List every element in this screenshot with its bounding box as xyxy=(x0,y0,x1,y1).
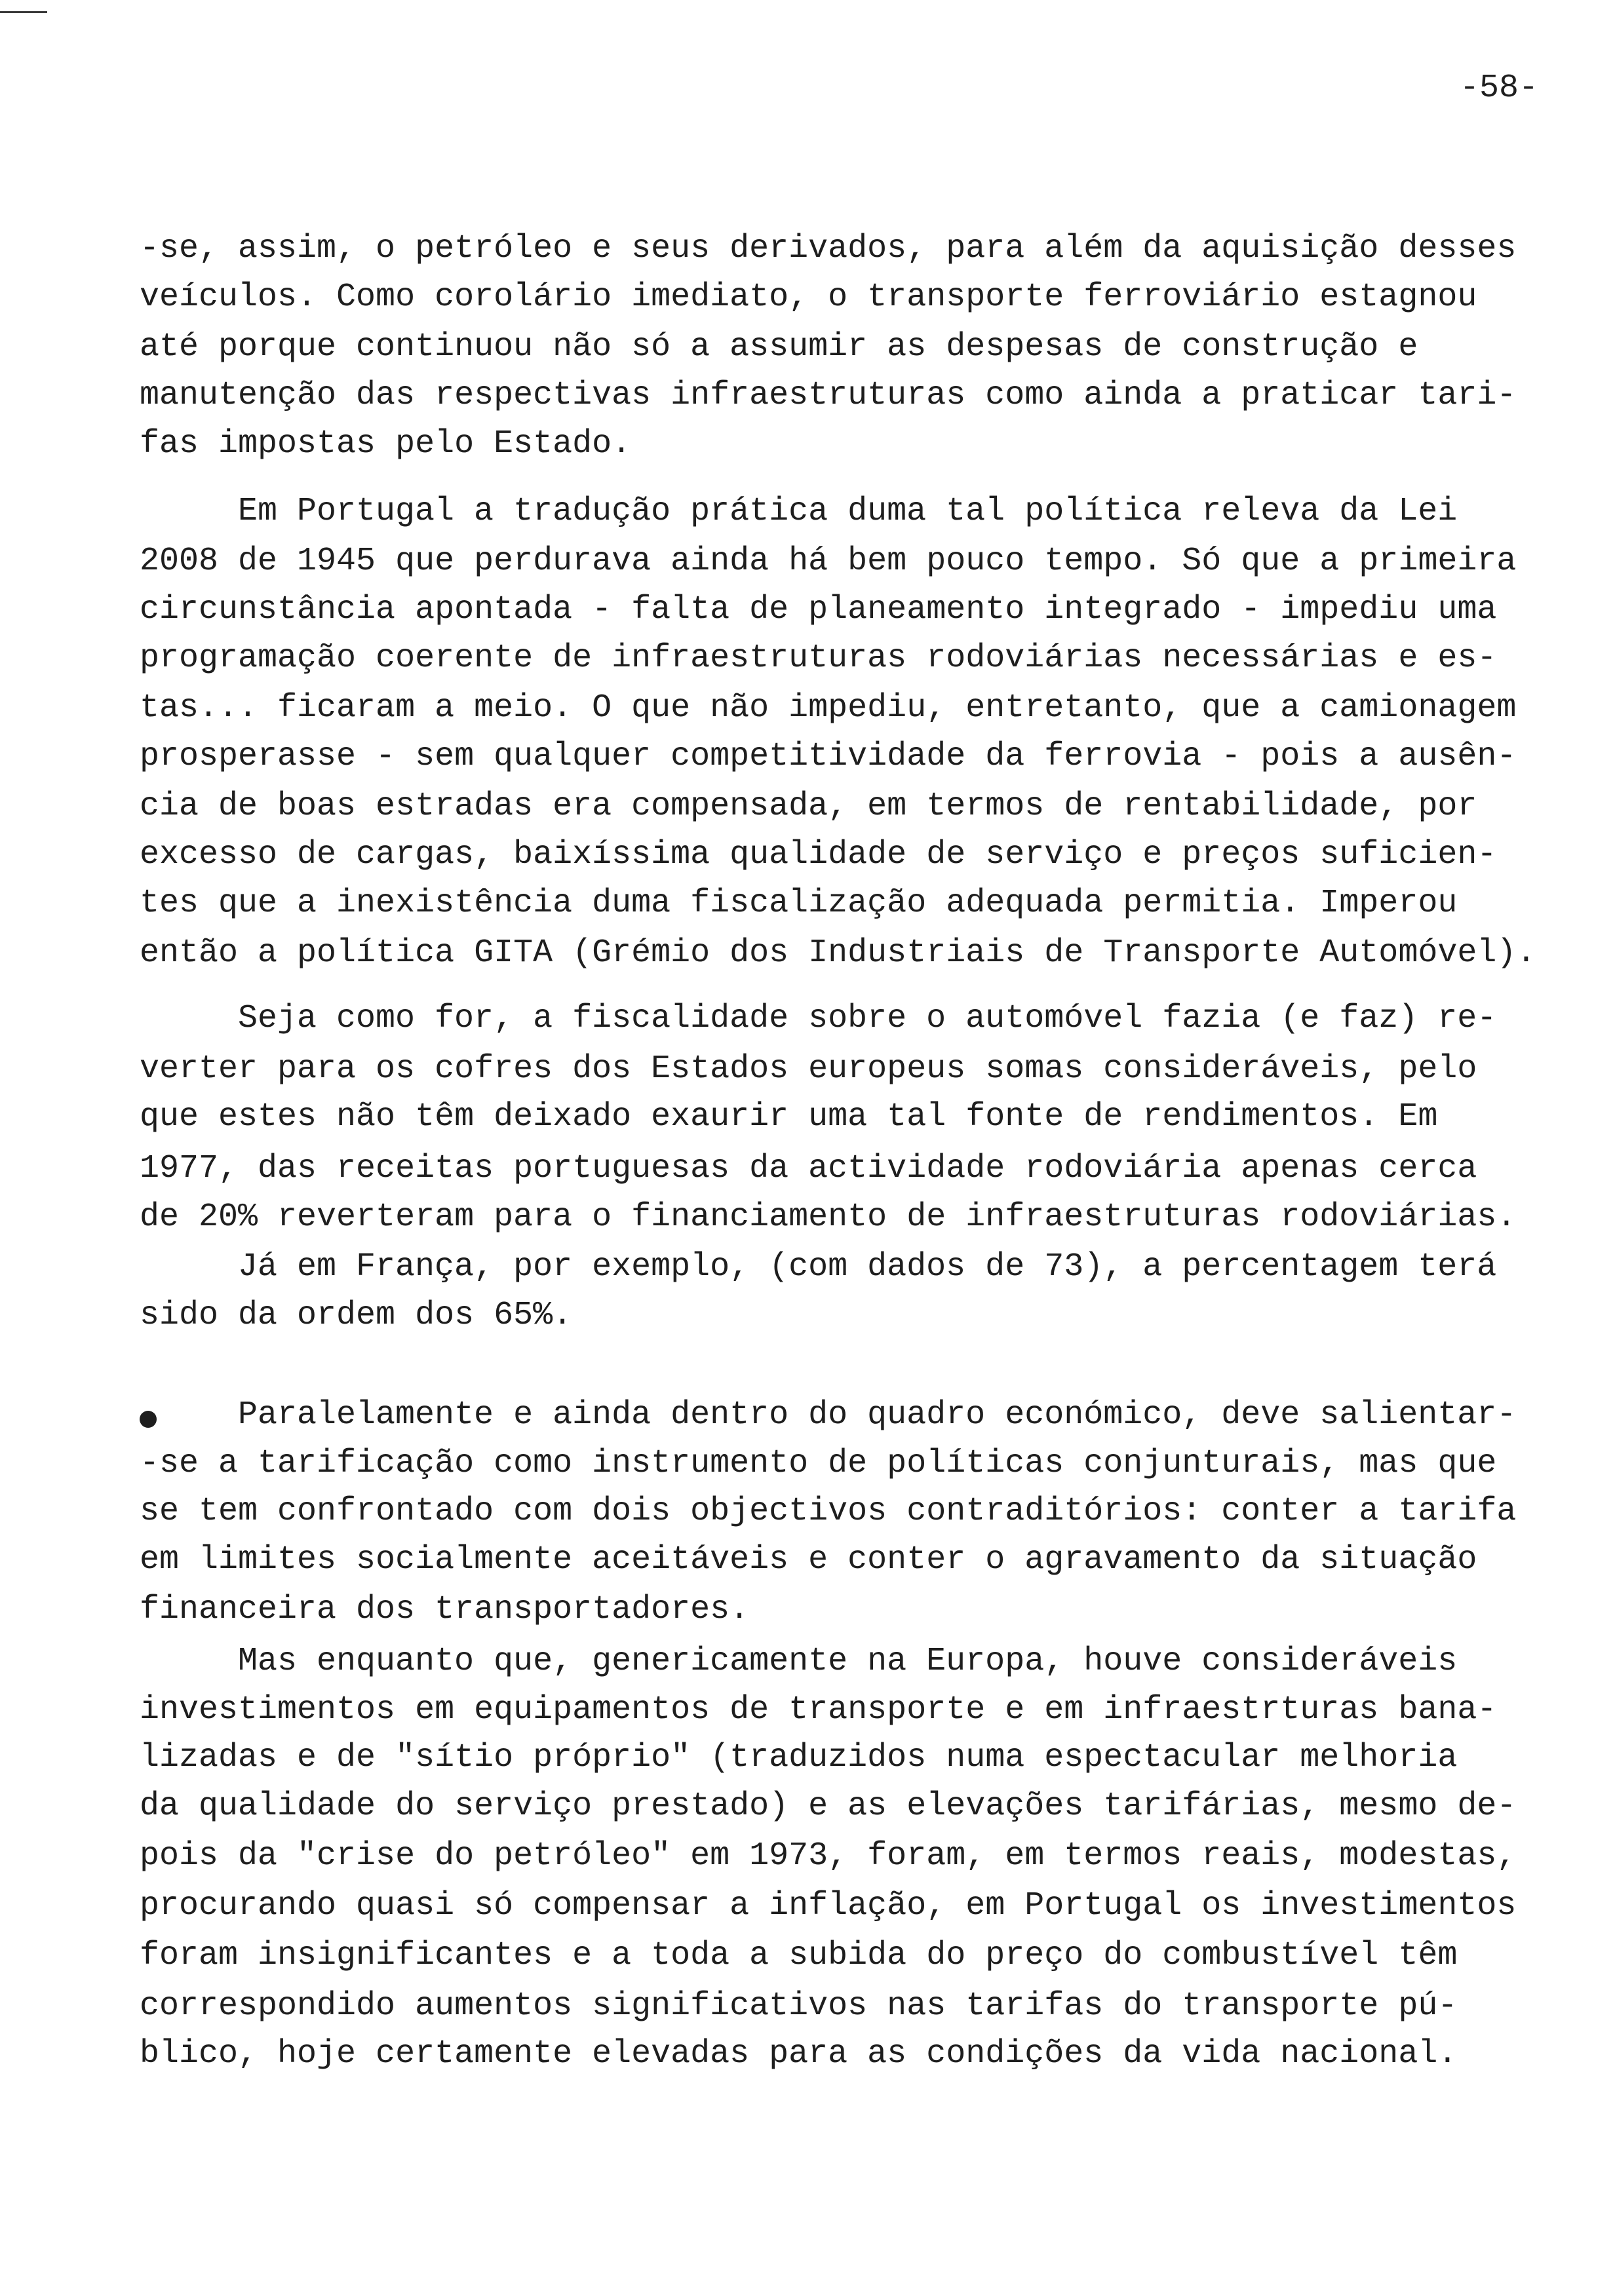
paragraph-5-line-3: se tem confrontado com dois objectivos contraditórios: conter a tarifa xyxy=(140,1493,1517,1530)
paragraph-5-line-1: Paralelamente e ainda dentro do quadro económico, deve salientar- xyxy=(238,1396,1517,1434)
paragraph-2-line-3: circunstância apontada - falta de planeamento integrado - impediu uma xyxy=(140,591,1497,628)
paragraph-2-line-1: Em Portugal a tradução prática duma tal política releva da Lei xyxy=(238,493,1458,530)
paragraph-1-line-1: -se, assim, o petróleo e seus derivados, para além da aquisição desses xyxy=(140,230,1517,267)
paragraph-6-line-6: procurando quasi só compensar a inflação, em Portugal os investimentos xyxy=(140,1887,1517,1924)
paragraph-5-line-2: -se a tarificação como instrumento de políticas conjunturais, mas que xyxy=(140,1445,1497,1482)
paragraph-1-line-4: manutenção das respectivas infraestruturas como ainda a praticar tari- xyxy=(140,377,1517,414)
page-number: -58- xyxy=(1460,69,1539,107)
paragraph-2-line-8: excesso de cargas, baixíssima qualidade de serviço e preços suficien- xyxy=(140,836,1497,873)
paragraph-3-line-4: 1977, das receitas portuguesas da actividade rodoviária apenas cerca xyxy=(140,1150,1477,1187)
paragraph-6-line-4: da qualidade do serviço prestado) e as elevações tarifárias, mesmo de- xyxy=(140,1788,1517,1825)
paragraph-2-line-9: tes que a inexistência duma fiscalização adequada permitia. Imperou xyxy=(140,885,1458,922)
paragraph-5-line-5: financeira dos transportadores. xyxy=(140,1591,750,1628)
paragraph-3-line-3: que estes não têm deixado exaurir uma tal fonte de rendimentos. Em xyxy=(140,1098,1438,1136)
paragraph-3-line-1: Seja como for, a fiscalidade sobre o automóvel fazia (e faz) re- xyxy=(238,1000,1497,1037)
paragraph-2-line-6: prosperasse - sem qualquer competitividade da ferrovia - pois a ausên- xyxy=(140,738,1517,775)
paragraph-6-line-9: blico, hoje certamente elevadas para as condições da vida nacional. xyxy=(140,2035,1458,2073)
paragraph-6-line-7: foram insignificantes e a toda a subida do preço do combustível têm xyxy=(140,1937,1458,1974)
paragraph-6-line-5: pois da "crise do petróleo" em 1973, foram, em termos reais, modestas, xyxy=(140,1837,1517,1875)
paragraph-2-line-2: 2008 de 1945 que perdurava ainda há bem pouco tempo. Só que a primeira xyxy=(140,543,1517,580)
paragraph-4-line-1: Já em França, por exemplo, (com dados de 73), a percentagem terá xyxy=(238,1248,1497,1286)
paragraph-6-line-8: correspondido aumentos significativos nas tarifas do transporte pú- xyxy=(140,1987,1458,2025)
paragraph-6-line-2: investimentos em equipamentos de transporte e em infraestrturas bana- xyxy=(140,1691,1497,1729)
paragraph-3-line-5: de 20% reverteram para o financiamento de infraestruturas rodoviárias. xyxy=(140,1198,1517,1236)
paragraph-2-line-5: tas... ficaram a meio. O que não impediu, entretanto, que a camionagem xyxy=(140,689,1517,727)
paragraph-5-line-4: em limites socialmente aceitáveis e conter o agravamento da situação xyxy=(140,1541,1477,1578)
paragraph-1-line-3: até porque continuou não só a assumir as despesas de construção e xyxy=(140,328,1418,366)
paragraph-4-line-2: sido da ordem dos 65%. xyxy=(140,1297,573,1334)
scan-mark xyxy=(0,11,47,13)
bullet-icon xyxy=(140,1411,157,1428)
paragraph-1-line-5: fas impostas pelo Estado. xyxy=(140,425,632,463)
paragraph-1-line-2: veículos. Como corolário imediato, o transporte ferroviário estagnou xyxy=(140,278,1477,316)
paragraph-2-line-4: programação coerente de infraestruturas rodoviárias necessárias e es- xyxy=(140,640,1497,677)
paragraph-3-line-2: verter para os cofres dos Estados europeus somas consideráveis, pelo xyxy=(140,1050,1477,1088)
paragraph-2-line-7: cia de boas estradas era compensada, em termos de rentabilidade, por xyxy=(140,788,1477,825)
paragraph-6-line-1: Mas enquanto que, genericamente na Europa, houve consideráveis xyxy=(238,1643,1458,1680)
paragraph-6-line-3: lizadas e de "sítio próprio" (traduzidos numa espectacular melhoria xyxy=(140,1739,1458,1776)
paragraph-2-line-10: então a política GITA (Grémio dos Industriais de Transporte Automóvel). xyxy=(140,934,1536,972)
